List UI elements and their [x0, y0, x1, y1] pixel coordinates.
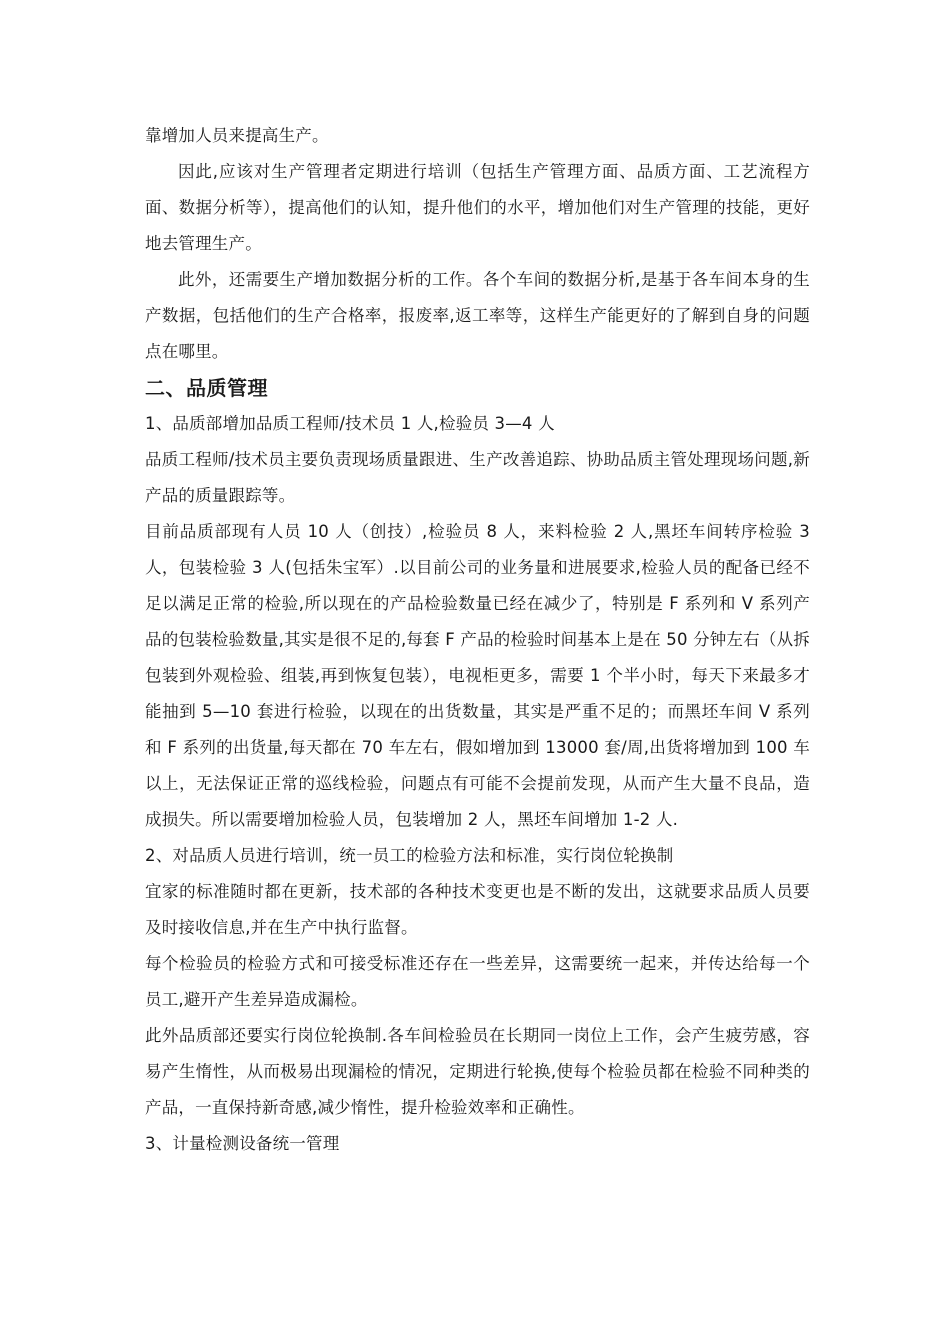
paragraph-data-analysis: 此外，还需要生产增加数据分析的工作。各个车间的数据分析,是基于各车间本身的生产数据，包括他们的生产合格率，报废率,返工率等，这样生产能更好的了解到自身的问题点在哪里。 — [145, 270, 810, 361]
item-2-paragraph-unify: 每个检验员的检验方式和可接受标准还存在一些差异，这需要统一起来，并传达给每一个员工,避开产生差异造成漏检。 — [145, 954, 810, 1009]
item-1-paragraph-staffing: 目前品质部现有人员 10 人（创技）,检验员 8 人，来料检验 2 人,黑坯车间转序检验 3 人，包装检验 3 人(包括朱宝军）.以目前公司的业务量和进展要求,检验人员的配备已经不足以满足正常的检验,所以现在的产品检验数量已经在减少了，特别是 F 系列和 V 系列产品的包装检验数量,其实是很不足的,每套 F 产品的检验时间基本上是在 50 分钟左右（从拆包装到外观检验、组装,再到恢复包装），电视柜更多，需要 1 个半小时，每天下来最多才能抽到 5—10 套进行检验，以现在的出货数量，其实是严重不足的；而黑坯车间 V 系列和 F 系列的出货量,每天都在 70 车左右，假如增加到 13000 套/周,出货将增加到 100 车以上，无法保证正常的巡线检验，问题点有可能不会提前发现，从而产生大量不良品，造成损失。所以需要增加检验人员，包装增加 2 人，黑坯车间增加 1-2 人. — [145, 522, 810, 829]
section-heading-quality: 二、品质管理 — [145, 376, 268, 400]
item-3-title: 3、计量检测设备统一管理 — [145, 1134, 340, 1153]
item-2-paragraph-standards: 宜家的标准随时都在更新，技术部的各种技术变更也是不断的发出，这就要求品质人员要及时接收信息,并在生产中执行监督。 — [145, 882, 810, 937]
item-1-title: 1、品质部增加品质工程师/技术员 1 人,检验员 3—4 人 — [145, 414, 555, 433]
item-2-title: 2、对品质人员进行培训，统一员工的检验方法和标准，实行岗位轮换制 — [145, 846, 674, 865]
item-1-paragraph-engineer: 品质工程师/技术员主要负责现场质量跟进、生产改善追踪、协助品质主管处理现场问题,新产品的质量跟踪等。 — [145, 450, 810, 505]
paragraph-continuation: 靠增加人员来提高生产。 — [145, 126, 329, 145]
paragraph-training: 因此,应该对生产管理者定期进行培训（包括生产管理方面、品质方面、工艺流程方面、数据分析等），提高他们的认知，提升他们的水平，增加他们对生产管理的技能，更好地去管理生产。 — [145, 162, 810, 253]
item-2-paragraph-rotation: 此外品质部还要实行岗位轮换制.各车间检验员在长期同一岗位上工作，会产生疲劳感，容易产生惰性，从而极易出现漏检的情况，定期进行轮换,使每个检验员都在检验不同种类的产品，一直保持新奇感,减少惰性，提升检验效率和正确性。 — [145, 1026, 810, 1117]
document-page — [145, 118, 810, 1162]
